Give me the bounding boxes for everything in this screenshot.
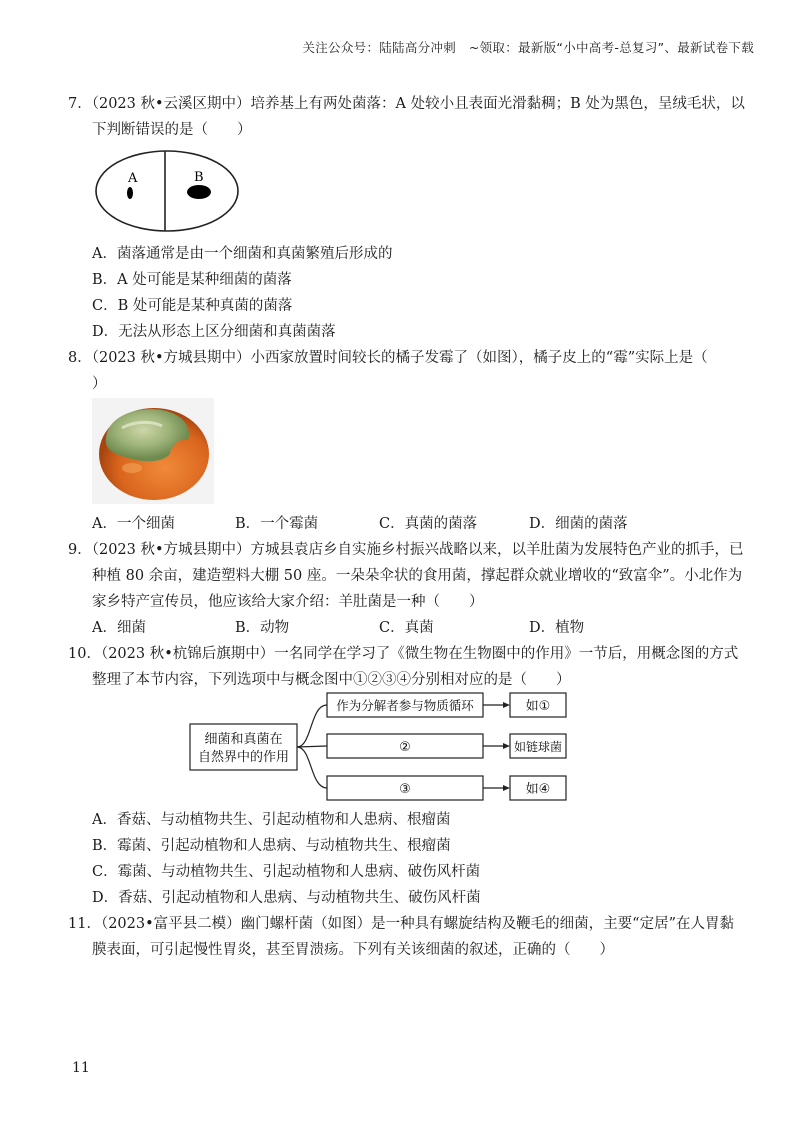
q10-option-a: A．香菇、与动植物共生、引起动植物和人患病、根瘤菌 (92, 812, 451, 828)
q9-option-c: C．真菌 (379, 620, 434, 636)
q8-stem-line1: 8．（2023 秋•方城县期中）小西家放置时间较长的橘子发霉了（如图），橘子皮上的“霉”实际上是（ (68, 350, 708, 366)
q7-stem-line2: 下判断错误的是（ ） (92, 122, 252, 138)
q8-option-d: D．细菌的菌落 (529, 516, 628, 532)
q8-option-a: A．一个细菌 (92, 516, 175, 532)
q7-option-b: B．A 处可能是某种细菌的菌落 (92, 272, 292, 288)
leaf1-text: 如① (525, 699, 551, 714)
q8-option-b: B．一个霉菌 (235, 516, 319, 532)
branch1-text: 作为分解者参与物质循环 (336, 698, 474, 713)
leaf3-text: 如④ (525, 782, 551, 797)
q10-option-c: C．霉菌、与动植物共生、引起动植物和人患病、破伤风杆菌 (92, 864, 481, 880)
q11-stem-line1: 11．（2023•富平县二模）幽门螺杆菌（如图）是一种具有螺旋结构及鞭毛的细菌，主要“定居”在人胃黏 (68, 916, 734, 932)
page-number: 11 (72, 1060, 90, 1076)
q7-stem-line1: 7．（2023 秋•云溪区期中）培养基上有两处菌落：A 处较小且表面光滑黏稠；B 处为黑色，呈绒毛状，以 (68, 96, 745, 112)
concept-map-diagram (180, 688, 580, 806)
q10-stem-line1: 10．（2023 秋•杭锦后旗期中）一名同学在学习了《微生物在生物圈中的作用》一节后，用概念图的方式 (68, 646, 739, 662)
colony-b-label: B (194, 170, 204, 185)
q7-option-c: C．B 处可能是某种真菌的菌落 (92, 298, 293, 314)
q8-stem-line2: ） (92, 376, 107, 392)
q9-stem-line3: 家乡特产宣传员，他应该给大家介绍：羊肚菌是一种（ ） (92, 594, 484, 610)
branch2-text: ② (399, 740, 411, 755)
colony-b (187, 185, 211, 199)
colony-a-label: A (128, 171, 138, 186)
root-text-line1: 细菌和真菌在 (204, 732, 283, 747)
colony-a (127, 187, 133, 199)
leaf2-text: 如链球菌 (513, 740, 563, 754)
q7-option-a: A．菌落通常是由一个细菌和真菌繁殖后形成的 (92, 246, 393, 262)
header-note: 关注公众号：陆陆高分冲刺 ~领取：最新版“小中高考-总复习”、最新试卷下载 (302, 40, 754, 55)
petri-dish-figure (92, 148, 242, 234)
moldy-orange-image (92, 398, 214, 504)
q7-option-d: D．无法从形态上区分细菌和真菌菌落 (92, 324, 336, 340)
q9-option-b: B．动物 (235, 620, 290, 636)
q9-stem-line1: 9．（2023 秋•方城县期中）方城县袁店乡自实施乡村振兴战略以来，以羊肚菌为发展特色产业的抓手，已 (68, 542, 744, 558)
q9-option-d: D．植物 (529, 620, 585, 636)
q9-stem-line2: 种植 80 余亩，建造塑料大棚 50 座。一朵朵伞状的食用菌，撑起群众就业增收的“致富伞”。小北作为 (92, 568, 743, 584)
q10-option-d: D．香菇、引起动植物和人患病、与动植物共生、破伤风杆菌 (92, 890, 481, 906)
q8-option-c: C．真菌的菌落 (379, 516, 478, 532)
q10-stem-line2: 整理了本节内容，下列选项中与概念图中①②③④分别相对应的是（ ） (92, 672, 571, 688)
q10-option-b: B．霉菌、引起动植物和人患病、与动植物共生、根瘤菌 (92, 838, 451, 854)
branch3-text: ③ (399, 782, 411, 797)
q9-option-a: A．细菌 (92, 620, 146, 636)
root-text-line2: 自然界中的作用 (197, 750, 290, 765)
q11-stem-line2: 膜表面，可引起慢性胃炎，甚至胃溃疡。下列有关该细菌的叙述，正确的（ ） (92, 942, 614, 958)
